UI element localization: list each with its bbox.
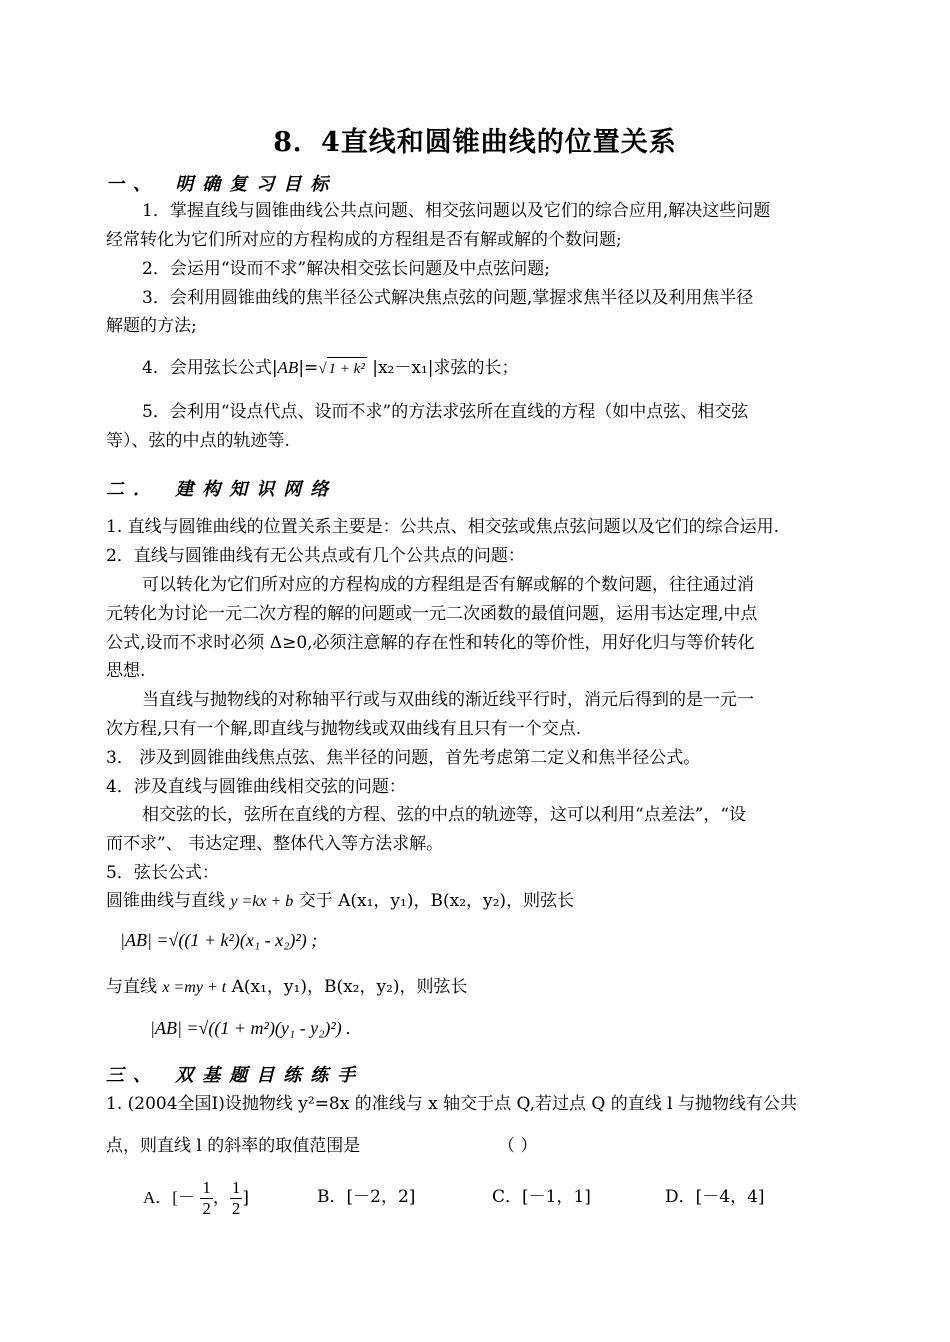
goal-3-line-1: 3．会利用圆锥曲线的焦半径公式解决焦点弦的问题,掌握求焦半径以及利用焦半径	[142, 288, 754, 308]
option-a	[143, 1178, 249, 1228]
option-a-comma: ，	[212, 1188, 230, 1208]
question-1-line-2	[106, 1135, 538, 1157]
goal-1-line-1: 1．掌握直线与圆锥曲线公共点问题、相交弦问题以及它们的综合应用,解决这些问题	[142, 201, 771, 221]
chord-intro-1-points: 交于 A(x₁，y₁)，B(x₂，y₂)，则弦长	[298, 891, 575, 911]
knowledge-2-para-2-line-1: 当直线与抛物线的对称轴平行或与双曲线的渐近线平行时，消元后得到的是一元一	[142, 690, 754, 710]
chord-formula-intro-2	[106, 976, 468, 999]
question-1-stem: 点，则直线 l 的斜率的取值范围是	[106, 1136, 361, 1156]
goal-1-line-2: 经常转化为它们所对应的方程构成的方程组是否有解或解的个数问题;	[106, 230, 622, 250]
chord-length-formula-2: |AB| =√((1 + m²)(y₁ - y₂)²) .	[150, 1018, 351, 1038]
option-a-label: A．[－	[143, 1188, 195, 1207]
knowledge-3: 3． 涉及到圆锥曲线焦点弦、焦半径的问题，首先考虑第二定义和焦半径公式。	[106, 748, 701, 768]
goal-3-line-2: 解题的方法;	[106, 316, 197, 336]
chord-length-formula-1: |AB| =√((1 + k²)(x₁ - x₂)²) ;	[120, 930, 318, 950]
section-heading-goals: 一、 明确复习目标	[106, 174, 338, 195]
knowledge-4-para-line-2: 而不求”、 韦达定理、整体代入等方法求解。	[106, 834, 444, 854]
knowledge-2-para-2-line-2: 次方程,只有一个解,即直线与抛物线或双曲线有且只有一个交点.	[106, 719, 582, 739]
goal-5-line-1: 5．会利用“设点代点、设而不求”的方法求弦所在直线的方程（如中点弦、相交弦	[142, 402, 749, 422]
knowledge-1: 1. 直线与圆锥曲线的位置关系主要是：公共点、相交弦或焦点弦问题以及它们的综合运用.	[106, 517, 780, 537]
knowledge-2-para-1-line-4: 思想.	[106, 661, 146, 681]
option-b: B．[－2，2]	[317, 1187, 416, 1207]
chord-formula-intro-1	[106, 890, 574, 913]
goal-2: 2．会运用“设而不求”解决相交弦长问题及中点弦问题;	[142, 259, 550, 279]
goal-4-eq: |=	[298, 358, 319, 378]
knowledge-2: 2．直线与圆锥曲线有无公共点或有几个公共点的问题：	[106, 546, 525, 566]
goal-4-prefix: 4．会用弦长公式|	[142, 358, 278, 378]
section-heading-knowledge: 二． 建构知识网络	[106, 479, 338, 500]
knowledge-4: 4．涉及直线与圆锥曲线相交弦的问题：	[106, 777, 406, 797]
section-heading-exercises: 三、 双基题目练练手	[106, 1065, 365, 1086]
option-c: C．[－1，1]	[492, 1187, 591, 1207]
line-equation-1: y =kx + b	[230, 893, 294, 910]
goal-4-ab: AB	[277, 358, 299, 377]
option-a-fraction-2: $\frac{1}{2}$	[231, 1178, 241, 1218]
chord-intro-1-text: 圆锥曲线与直线	[106, 891, 225, 911]
knowledge-2-para-1-line-1: 可以转化为它们所对应的方程构成的方程组是否有解或解的个数问题，往往通过消	[142, 575, 754, 595]
knowledge-4-para-line-1: 相交弦的长，弦所在直线的方程、弦的中点的轨迹等，这可以利用“点差法”，“设	[142, 805, 747, 825]
answer-bracket: （ ）	[498, 1136, 538, 1156]
option-a-fraction-1: $\frac{1}{2}$	[202, 1178, 211, 1218]
goal-4-sqrt-radicand: √ 1 + k²	[318, 361, 367, 377]
page-title: 8．4直线和圆锥曲线的位置关系	[273, 127, 677, 158]
chord-intro-2-text: 与直线	[106, 977, 157, 997]
option-d: D．[－4，4]	[665, 1187, 765, 1207]
knowledge-5: 5．弦长公式：	[106, 863, 219, 883]
option-a-end: ]	[242, 1188, 249, 1208]
goal-4	[142, 357, 519, 380]
knowledge-2-para-1-line-3: 公式,设而不求时必须 Δ≥0,必须注意解的存在性和转化的等价性，用好化归与等价转化	[106, 633, 755, 653]
line-equation-2: x =my + t	[162, 979, 227, 996]
question-1-line-1: 1. (2004全国I)设抛物线 y²=8x 的准线与 x 轴交于点 Q,若过点 Q 的直线 l 与抛物线有公共	[106, 1094, 798, 1114]
goal-4-suffix: |x₂－x₁|求弦的长；	[372, 358, 519, 378]
knowledge-2-para-1-line-2: 元转化为讨论一元二次方程的解的问题或一元二次函数的最值问题，运用韦达定理,中点	[106, 604, 758, 624]
goal-5-line-2: 等）、弦的中点的轨迹等.	[106, 431, 290, 451]
chord-intro-2-points: A(x₁，y₁)，B(x₂，y₂)，则弦长	[231, 977, 468, 997]
